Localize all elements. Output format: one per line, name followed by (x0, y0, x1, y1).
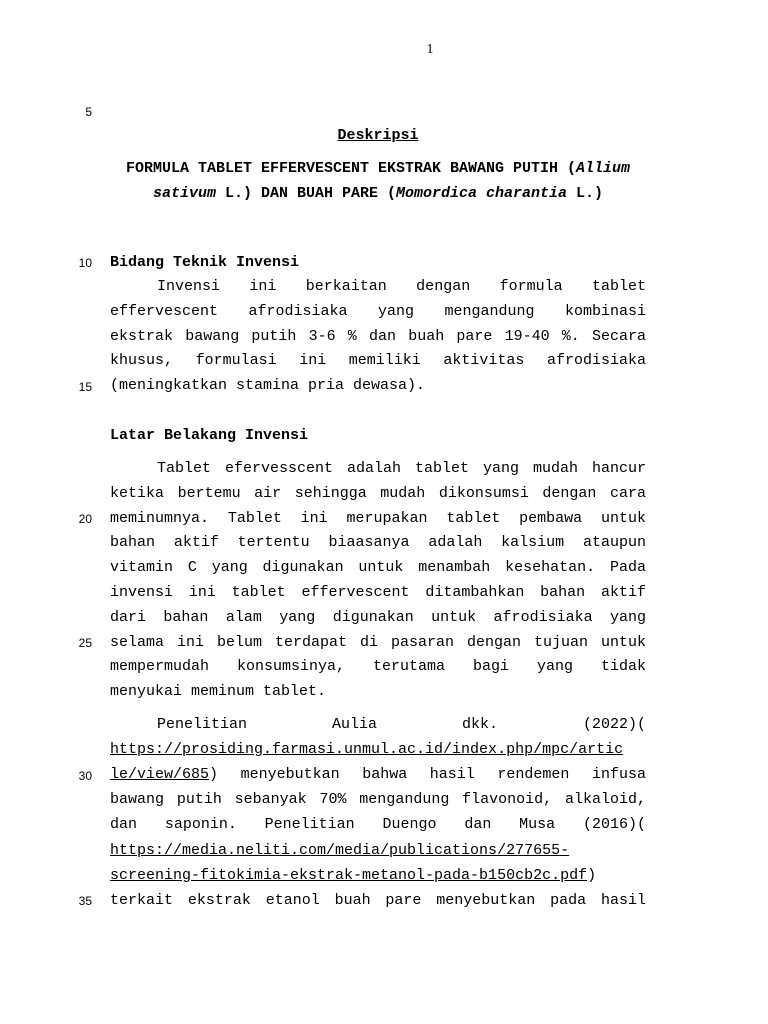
title-line-2 (110, 185, 646, 202)
title-species: Momordica charantia (396, 185, 568, 202)
text-line: Penelitian Aulia dkk. (2022)( (157, 716, 646, 733)
reference-link[interactable] (110, 842, 646, 859)
line-number-30: 30 (78, 769, 92, 783)
title-species: Allium (576, 160, 631, 177)
text-line: dan saponin. Penelitian Duengo dan Musa (2016)( (110, 816, 646, 833)
page-number: 1 (426, 42, 434, 57)
reference-link-text[interactable]: screening-fitokimia-ekstrak-metanol-pada-b150cb2c.pdf (110, 867, 588, 884)
text-line: ketika bertemu air sehingga mudah dikonsumsi dengan cara (110, 485, 646, 502)
title-text: FORMULA TABLET EFFERVESCENT EKSTRAK BAWANG PUTIH ( (125, 160, 577, 177)
section-heading-bidang: Bidang Teknik Invensi (110, 254, 300, 271)
line-number-20: 20 (78, 512, 92, 526)
text-line: (meningkatkan stamina pria dewasa). (110, 377, 426, 394)
section-heading-latar: Latar Belakang Invensi (110, 427, 309, 444)
text-line: meminumnya. Tablet ini merupakan tablet pembawa untuk (110, 510, 646, 527)
document-heading: Deskripsi (337, 127, 419, 144)
text-line: effervescent afrodisiaka yang mengandung kombinasi (110, 303, 646, 320)
line-number-35: 35 (78, 894, 92, 908)
text-line: vitamin C yang digunakan untuk menambah kesehatan. Pada (110, 559, 646, 576)
text-line: Tablet efervesscent adalah tablet yang mudah hancur (157, 460, 646, 477)
reference-link-text[interactable]: le/view/685 (110, 766, 210, 783)
text-line: mempermudah konsumsinya, terutama bagi yang tidak (110, 658, 646, 675)
title-text: L.) DAN BUAH PARE ( (215, 185, 396, 202)
text-segment: ) menyebutkan bahwa hasil rendemen infusa (209, 766, 646, 783)
text-line (110, 867, 646, 884)
reference-link-text[interactable]: https://media.neliti.com/media/publications/277655- (110, 842, 570, 859)
text-line: ekstrak bawang putih 3-6 % dan buah pare 19-40 %. Secara (110, 328, 646, 345)
text-line: bahan aktif tertentu biaasanya adalah kalsium ataupun (110, 534, 646, 551)
text-line: menyukai meminum tablet. (110, 683, 327, 700)
reference-link-text[interactable]: https://prosiding.farmasi.unmul.ac.id/index.php/mpc/artic (110, 741, 624, 758)
title-text: L.) (567, 185, 604, 202)
title-species: sativum (152, 185, 216, 202)
text-line: khusus, formulasi ini memiliki aktivitas afrodisiaka (110, 352, 646, 369)
text-line: terkait ekstrak etanol buah pare menyebutkan pada hasil (110, 892, 646, 909)
text-line: invensi ini tablet effervescent ditambahkan bahan aktif (110, 584, 646, 601)
text-line: selama ini belum terdapat di pasaran dengan tujuan untuk (110, 634, 646, 651)
title-line-1 (110, 160, 646, 177)
line-number-25: 25 (78, 636, 92, 650)
line-number-5: 5 (85, 105, 92, 119)
line-number-10: 10 (78, 256, 92, 270)
text-line: dari bahan alam yang digunakan untuk afrodisiaka yang (110, 609, 646, 626)
line-number-15: 15 (78, 380, 92, 394)
text-segment: ) (587, 867, 597, 884)
text-line: bawang putih sebanyak 70% mengandung flavonoid, alkaloid, (110, 791, 646, 808)
reference-link[interactable] (110, 741, 646, 758)
text-line (110, 766, 646, 783)
text-line: Invensi ini berkaitan dengan formula tablet (157, 278, 646, 295)
